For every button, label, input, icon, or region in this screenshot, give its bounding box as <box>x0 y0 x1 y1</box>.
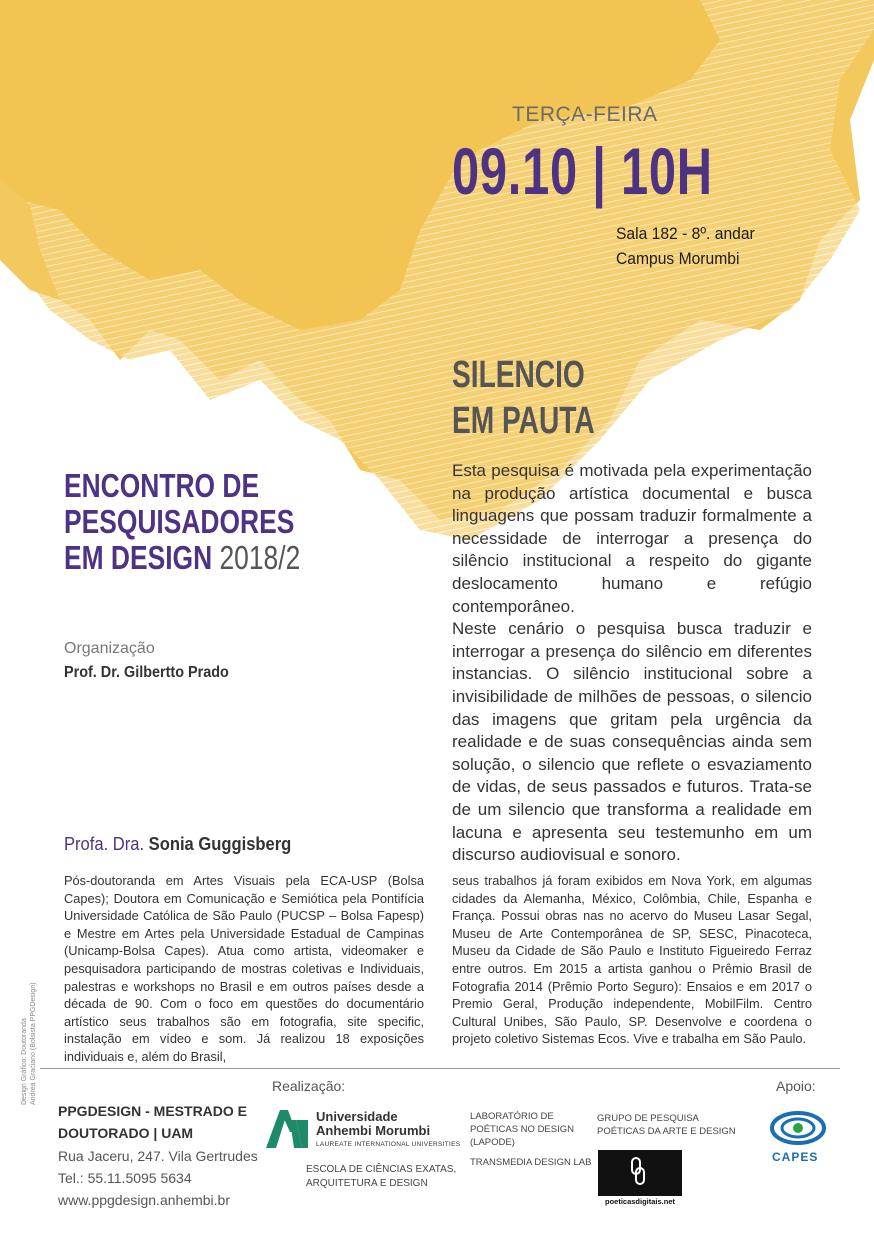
event-campus: Campus Morumbi <box>616 249 740 268</box>
capes-label: CAPES <box>772 1150 819 1164</box>
realizacao-label: Realização: <box>272 1078 346 1094</box>
transmedia-lab-label: TRANSMEDIA DESIGN LAB <box>470 1157 592 1168</box>
anhembi-morumbi-logo <box>266 1110 308 1148</box>
event-weekday: TERÇA-FEIRA <box>512 103 658 126</box>
program-phone: Tel.: 55.11.5095 5634 <box>58 1170 192 1186</box>
event-location <box>616 221 755 271</box>
program-address: Rua Jaceru, 247. Vila Gertrudes <box>58 1148 258 1164</box>
speaker-name: Profa. Dra. Sonia Guggisberg <box>64 834 292 854</box>
footer-divider <box>40 1068 840 1069</box>
school-name: ESCOLA DE CIÊNCIAS EXATAS, ARQUITETURA E DESIGN <box>306 1164 457 1189</box>
program-contact <box>58 1145 258 1211</box>
event-room: Sala 182 - 8º. andar <box>616 224 755 243</box>
talk-abstract: Esta pesquisa é motivada pela experimentação na produção artística documental e busca linguagens que possam traduzir formalmente a necessidade de interrogar a presença do silêncio institucional a respeito do gigante deslocamento humano e refúgio contemporâneo. Neste cenário o pesquisa busca traduzir e interrogar a presença do silêncio em diferentes instancias. O silêncio institucional sobre a invisibilidade de milhões de pessoas, o silencio das imagens que gritam pela urgência da realidade e de suas consequências ainda sem solução, o silencio que reflete o esvaziamento de vidas, de seus passados e futuros. Trata-se de um silencio que transforma a realidade em lacuna e apresenta seu testemunho em um discurso audiovisual e sonoro. <box>452 461 812 865</box>
speaker-bio-left: Pós-doutoranda em Artes Visuais pela ECA-USP (Bolsa Capes); Doutora em Comunicação e Semiótica pela Pontifícia Universidade Católica de São Paulo (PUCSP – Bolsa Fapesp) e Mestre em Artes pela Universidade Estadual de Campinas (Unicamp-Bolsa Capes). Atua como artista, videomaker e pesquisadora participando de mostras coletivas e Individuais, palestras e workshops no Brasil e em outros países desde a década de 90. Com o foco em questões do documentário artístico seus trabalhos são em fotografia, site specific, instalação em vídeo e som. Já realizou 18 exposições individuais e, além do Brasil, <box>64 873 424 1064</box>
organization-label: Organização <box>64 640 155 657</box>
program-website[interactable]: www.ppgdesign.anhembi.br <box>58 1192 230 1208</box>
series-title: ENCONTRO DE PESQUISADORES EM DESIGN 2018/2 <box>64 467 301 576</box>
program-name: PPGDESIGN - MESTRADO E DOUTORADO | UAM <box>58 1103 248 1141</box>
event-datetime: 09.10 | 10H <box>452 134 713 208</box>
talk-title: SILENCIO EM PAUTA <box>452 354 595 442</box>
anhembi-morumbi-wordmark: Universidade Anhembi Morumbi LAUREATE INTERNATIONAL UNIVERSITIES <box>316 1109 461 1148</box>
design-credit: Design Gráfico: Doutoranda Andrea Graciano (Bolsista PPGDesign) <box>21 982 37 1105</box>
poeticas-digitais-label: poeticasdigitais.net <box>598 1196 682 1208</box>
chain-icon <box>598 1150 682 1196</box>
organizer-name: Prof. Dr. Gilbertto Prado <box>64 664 229 681</box>
series-year: 2018/2 <box>219 539 301 576</box>
capes-logo <box>768 1108 828 1148</box>
speaker-bio-right: seus trabalhos já foram exibidos em Nova York, em algumas cidades da Alemanha, México, Colômbia, Chile, Espanha e França. Possui obras nas no acervo do Museu Lasar Segal, Museu de Arte Contemporânea de SP, SESC, Pinacoteca, Museu da Cidade de São Paulo e Instituto Figueiredo Ferraz entre outros. Em 2015 a artista ganhou o Prêmio Brasil de Fotografia 2014 (Prêmio Porto Seguro): Ensaios e em 2017 o Premio Geral, Produção independente, MobilFilm. Centro Cultural Unibes, São Paulo, SP. Desenvolve e coordena o projeto coletivo Sistemas Ecos. Vive e trabalha em São Paulo. <box>452 873 812 1047</box>
lapode-label: LABORATÓRIO DE POÉTICAS NO DESIGN (LAPODE) <box>470 1111 574 1148</box>
apoio-label: Apoio: <box>776 1078 816 1094</box>
research-group-label: GRUPO DE PESQUISA POÉTICAS DA ARTE E DESIGN <box>597 1113 736 1137</box>
